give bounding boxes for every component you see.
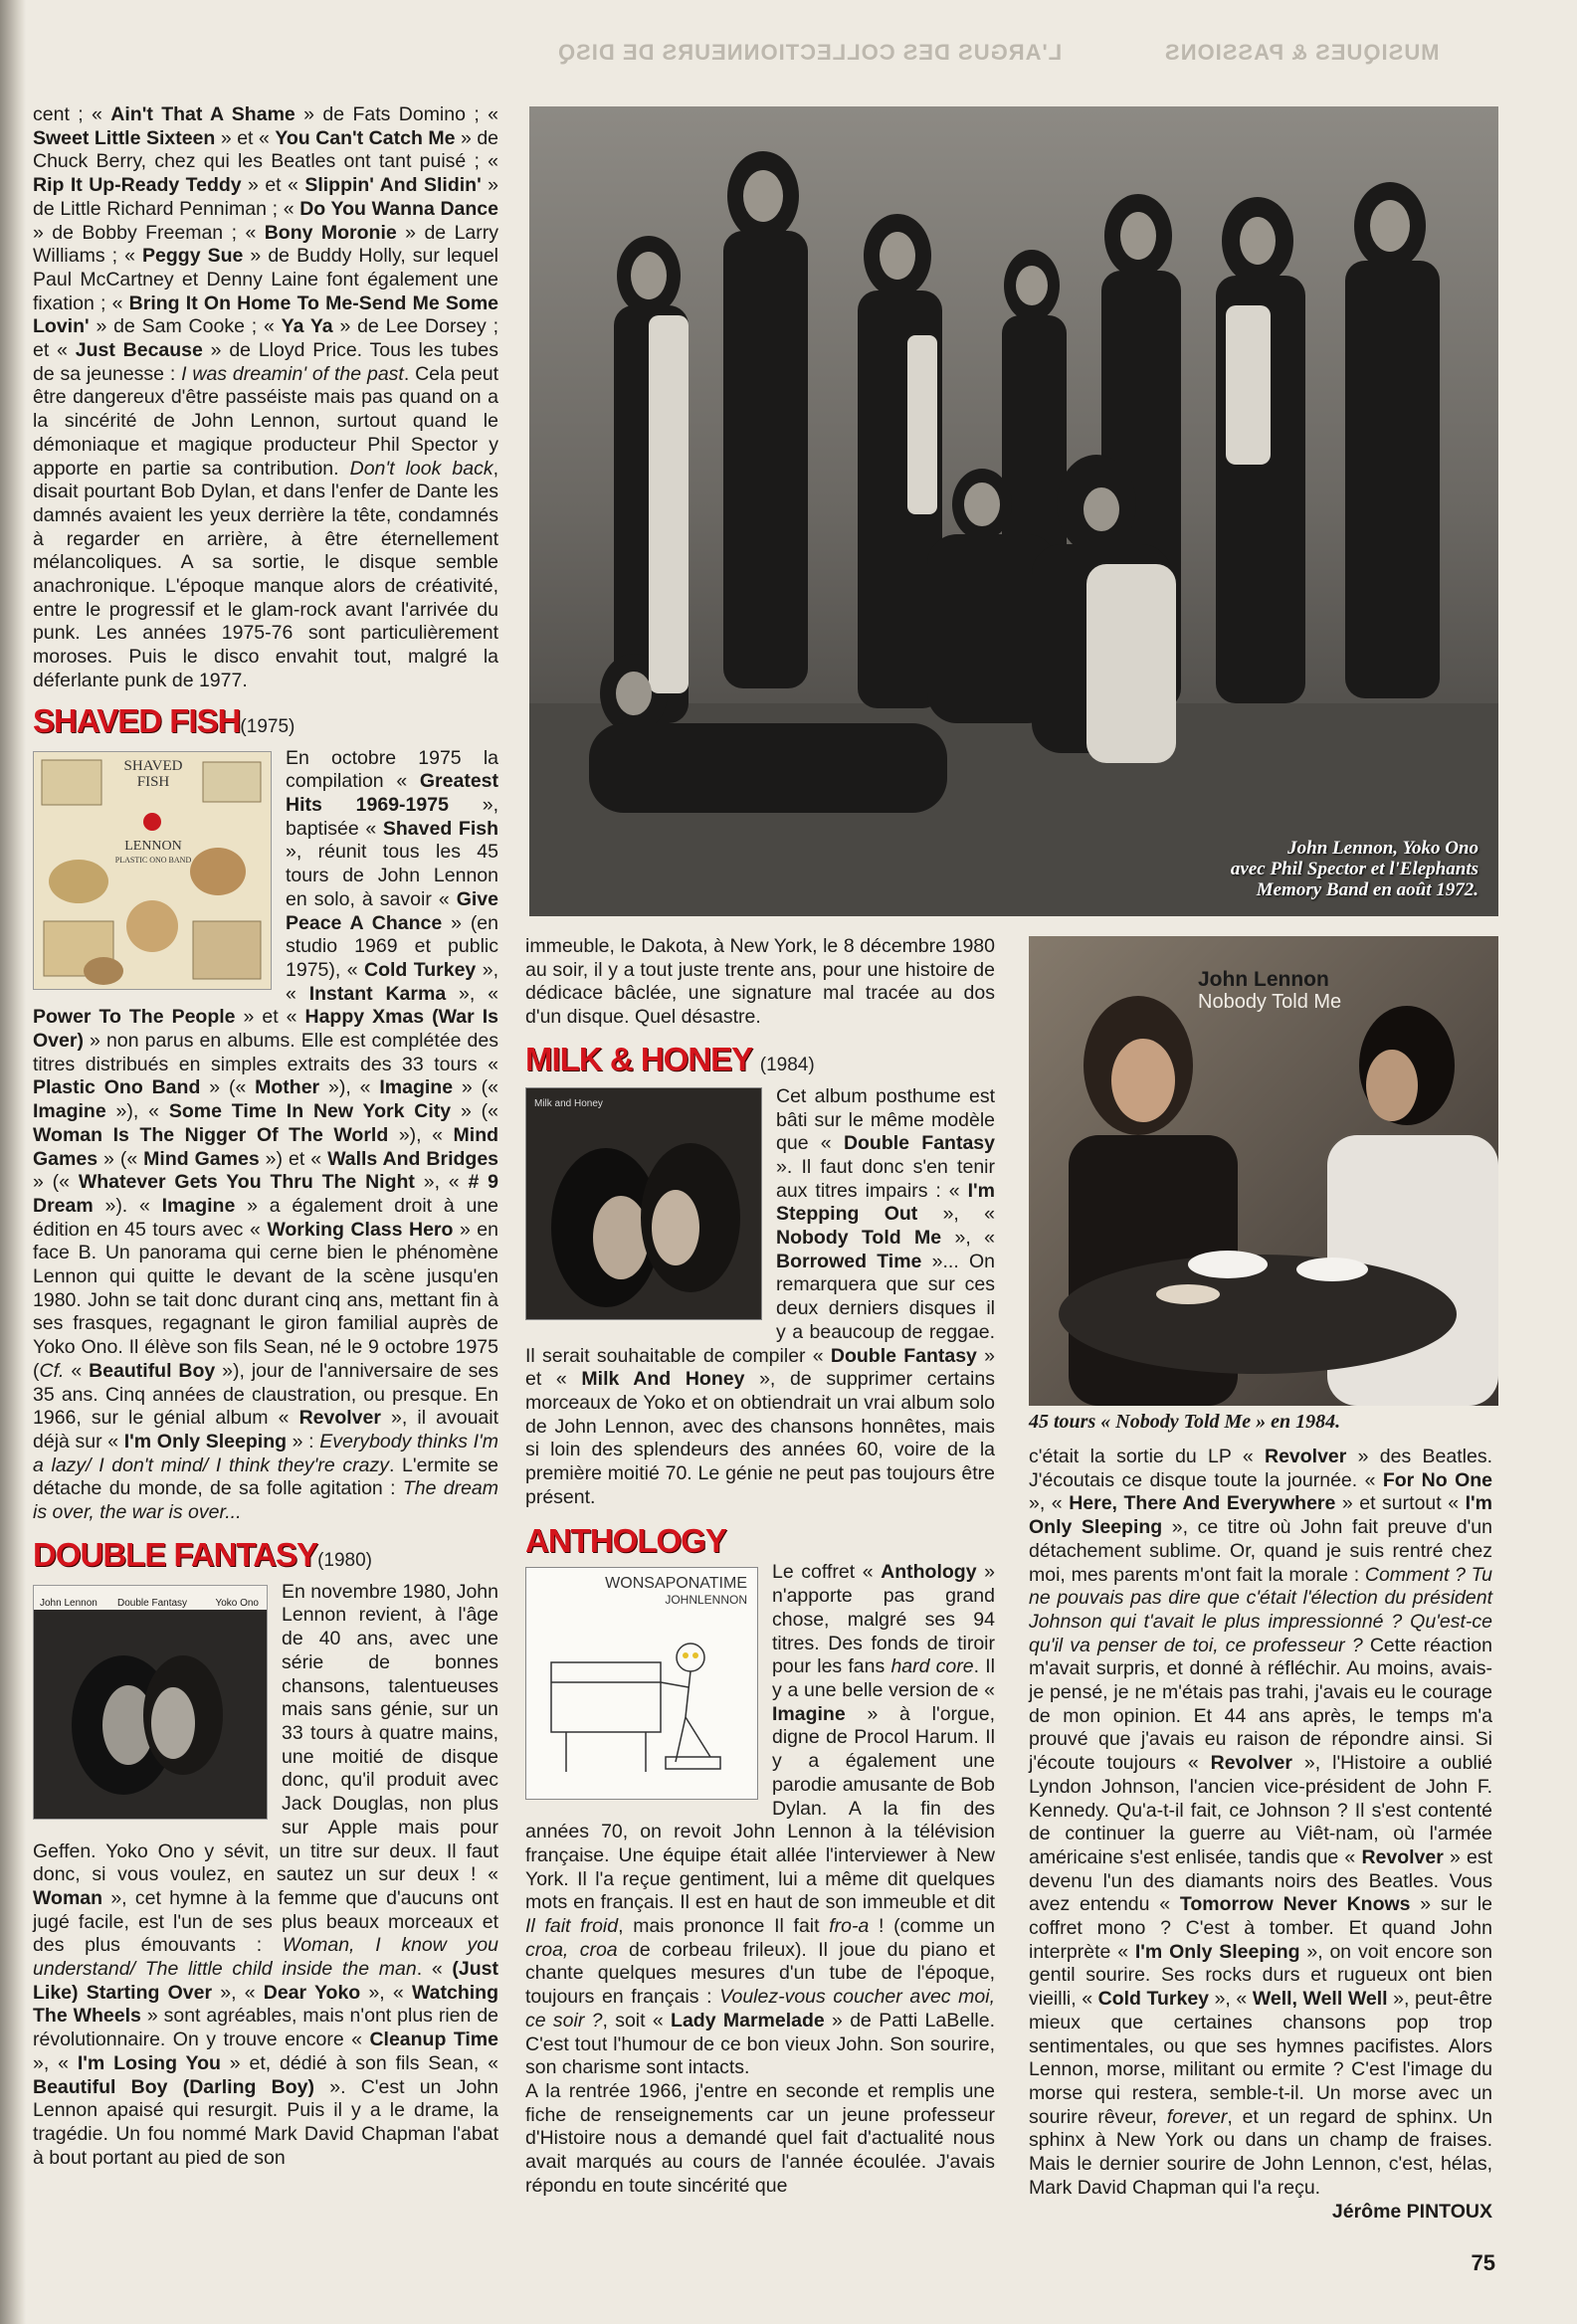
column-1 — [33, 103, 498, 2170]
shaved-fish-paragraph: En octobre 1975 la compilation « Greatest Hits 1969-1975 », baptisée « Shaved Fish », réunit tous les 45 tours de John Lennon en solo, à savoir « Give Peace A Chance » (en studio 1969 et public 1975), « Cold Turkey », « Instant Karma », « Power To The People » et « Happy Xmas (War Is Over) » non parus en albums. Elle est complétée des titres distribués en simples extraits des 33 tours « Plastic Ono Band » (« Mother »), « Imagine » (« Imagine »), « Some Time In New York City » (« Woman Is The Nigger Of The World »), « Mind Games » (« Mind Games ») et « Walls And Bridges » (« Whatever Gets You Thru The Night », « # 9 Dream »). « Imagine » a également droit à une édition en 45 tours avec « Working Class Hero » en face B. Un panorama qui cerne bien le phénomène Lennon qui quitte le devant de la scène jusqu'en 1980. John se tait donc durant cinq ans, mettant fin à ses frasques, regagnant le giron familial auprès de Yoko Ono. Il élève son fils Sean, né le 9 octobre 1975 (Cf. « Beautiful Boy »), jour de l'anniversaire de ses 35 ans. Cinq années de claustration, ou presque. En 1966, sur le génial album « Revolver », il avouait déjà sur « I'm Only Sleeping » : Everybody thinks I'm a lazy/ I don't mind/ I think they're crazy. L'ermite se détache du monde, de sa folle agitation : The dream is over, the war is over... — [33, 746, 499, 1524]
cover-artist: LENNON — [124, 838, 182, 854]
column-3-paragraph: c'était la sortie du LP « Revolver » des Beatles. J'écoutais ce disque toute la journée. « For No One », « Here, There And Everywhere » et surtout « I'm Only Sleeping », ce titre où John fait preuve d'un détachement sublime. Or, quand je suis rentré chez moi, mes parents m'ont fait la morale : Comment ? Tu ne pouvais pas dire que c'était l'élection du président Johnson qui t'avait le plus impressionné ? Qu'est-ce qu'il va penser de toi, ce professeur ? Cette réaction m'avait surpris, et donné à réfléchir. Au moins, avais-je pensé, je ne m'étais pas trahi, j'avais eu le courage de mon opinion. Et 44 ans après, le temps m'a prouvé que j'avais eu raison de répondre ainsi. Si j'écoute toujours « Revolver », l'Histoire a oublié Lyndon Johnson, l'ancien vice-président de John F. Kennedy. Qu'a-t-il fait, ce Johnson ? Il s'est contenté de continuer la guerre au Viêt-nam, où l'armée américaine s'est enlisée, tandis que « Revolver » est devenu l'un des diamants noirs des Beatles. Vous avez entendu « Tomorrow Never Knows » sur le coffret mono ? C'est à tomber. Et quand John interprète « I'm Only Sleeping », on voit encore son gentil sourire. Ses rocks durs et rugueux ont bien vieilli, « Cold Turkey », « Well, Well Well », peut-être mieux que certaines chansons pop trop sentimentales, ou que ses hymnes pacifistes. Alors Lennon, morse, militant ou ermite ? C'est l'image du morse qui restera, semble-t-il. Un morse avec un sourire rêveur, forever, et un regard de sphinx. Un sphinx à New York ou dans un champ de fraises. Mais le dernier sourire de John Lennon, c'est, hélas, Mark David Chapman qui l'a reçu. — [1029, 1446, 1493, 2199]
column-2-continuation: immeuble, le Dakota, à New York, le 8 décembre 1980 au soir, il y a tout juste trente ans, pour une histoire de dédicace bâclée, une signature mal tracée au dos d'un disque. Quel désastre. — [525, 935, 995, 1029]
page-binding-shadow — [0, 0, 26, 2324]
cover-center-text: Double Fantasy — [117, 1597, 188, 1609]
milk-honey-photo — [526, 1088, 761, 1319]
intro-paragraph: cent ; « Ain't That A Shame » de Fats Domino ; « Sweet Little Sixteen » et « You Can't Catch Me » de Chuck Berry, chez qui les Beatles ont tant puisé ; « Rip It Up-Ready Teddy » et « Slippin' And Slidin' » de Little Richard Penniman ; « Do You Wanna Dance » de Bobby Freeman ; « Bony Moronie » de Larry Williams ; « Peggy Sue » de Buddy Holly, sur lequel Paul McCartney et Denny Laine font également une fixation ; « Bring It On Home To Me-Send Me Some Lovin' » de Sam Cooke ; « Ya Ya » de Lee Dorsey ; et « Just Because » de Lloyd Price. Tous les tubes de sa jeunesse : I was dreamin' of the past. Cela peut être dangereux d'être passéiste mais pas quand on a la sincérité de John Lennon, surtout quand le démoniaque et magique producteur Phil Spector y apporte en partie sa contribution. Don't look back, disait pourtant Bob Dylan, et dans l'enfer de Dante les damnés avaient les yeux derrière la tête, condamnés à regarder en arrière, à être éternellement mélancoliques. A sa sortie, le disque semble anachronique. L'époque manque alors de créativité, entre le progressif et le glam-rock avant l'arrivée du punk. Les années 1975-76 sont particulièrement moroses. Puis le disco envahit tout, malgré la déferlante punk de 1977. — [33, 103, 499, 691]
anthology-cover-title: WONSAPONATIME — [605, 1575, 747, 1593]
anthology-paragraph-2: A la rentrée 1966, j'entre en seconde et remplis une fiche de renseignements car un jeune professeur d'Histoire nous a demandé quel fait d'actualité nous avait marqués au cours de l'année écoulée. J'avais répondu en toute sincérité que — [525, 2079, 995, 2197]
cover-title-line-1: SHAVED — [123, 757, 183, 774]
cover-left-text: John Lennon — [40, 1597, 98, 1609]
column-2 — [525, 935, 995, 2198]
group-photo-caption: John Lennon, Yoko Ono avec Phil Spector et l'Elephants Memory Band en août 1972. — [1230, 838, 1478, 900]
cover-shaved-fish — [33, 751, 272, 990]
cover-milk-honey — [525, 1087, 762, 1320]
milk-honey-paragraph: Cet album posthume est bâti sur le même modèle que « Double Fantasy ». Il faut donc s'en tenir aux titres impairs : « I'm Stepping Out », « Nobody Told Me », « Borrowed Time »... On remarquera que sur ces deux derniers disques il y a beaucoup de reggae. Il serait souhaitable de compiler « Double Fantasy » et « Milk And Honey », de supprimer certains morceaux de Yoko et on obtiendrait un vrai album solo de John Lennon, avec des chansons honnêtes, mais si loin des splendeurs des années 60, voire de la première moitié 70. Le génie ne peut pas toujours être présent. — [525, 1084, 995, 1508]
cover-anthology — [525, 1567, 758, 1800]
column-3 — [1029, 1446, 1492, 2224]
nobody-told-me-caption: 45 tours « Nobody Told Me » en 1984. — [1029, 1411, 1341, 1433]
group-photo — [529, 106, 1498, 916]
cover-subtitle: PLASTIC ONO BAND — [114, 855, 192, 865]
heading-double-fantasy: DOUBLE FANTASY(1980) — [33, 1535, 372, 1573]
heading-anthology: ANTHOLOGY — [525, 1522, 726, 1560]
ntm-cover-artist: John Lennon — [1198, 968, 1329, 991]
heading-milk-honey: MILK & HONEY (1984) — [525, 1040, 815, 1077]
anthology-paragraph: Le coffret « Anthology » n'apporte pas grand chose, malgré ses 94 titres. Des fonds de tiroir pour les fans hard core. Il y a une belle version de « Imagine » à l'orgue, digne de Procol Harum. Il y a également une parodie amusante de Bob Dylan. A la fin des années 70, on revoit John Lennon à la télévision française. Une équipe était allée l'interviewer à New York. Il l'a reçue gentiment, lui a même dit quelques mots en français. Il est en haut de son immeuble et dit Il fait froid, mais prononce Il fait fro-a ! (comme un croa, croa de corbeau frileux). Il joue du piano et chante quelques mesures d'un tube de l'époque, toujours en français : Voulez-vous coucher avec moi, ce soir ?, soit « Lady Marmelade » de Patti LaBelle. C'est tout l'humour de ce bon vieux John. Son sourire, son charisme sont intacts. — [525, 1561, 996, 2079]
cover-title-line-2: FISH — [136, 773, 170, 790]
mirrored-header-right: MUSIQUES & PASSIONS — [1164, 40, 1440, 65]
anthology-cover-artist: JOHNLENNON — [665, 1593, 747, 1608]
cover-right-text: Yoko Ono — [215, 1597, 259, 1609]
mirrored-header-left: L'ARGUS DES COLLECTIONNEURS DE DISQ — [557, 40, 1063, 65]
heading-shaved-fish: SHAVED FISH(1975) — [33, 701, 296, 739]
double-fantasy-photo — [34, 1586, 267, 1819]
cover-double-fantasy — [33, 1585, 268, 1820]
page-number: 75 — [1471, 2250, 1495, 2275]
ntm-cover-title: Nobody Told Me — [1198, 991, 1342, 1013]
double-fantasy-paragraph: En novembre 1980, John Lennon revient, à l'âge de 40 ans, avec une série de bonnes chansons, talentueuses mais sans génie, sur un 33 tours à quatre mains, une moitié de disque donc, qu'il produit avec Jack Douglas, non plus sur Apple mais pour Geffen. Yoko Ono y sévit, un titre sur deux. Il faut donc, si vous voulez, en sautez un sur deux ! « Woman », cet hymne à la femme que d'aucuns ont jugé facile, est l'un de ses plus beaux morceaux et des plus émouvants : Woman, I know you understand/ The little child inside the man. « (Just Like) Starting Over », « Dear Yoko », « Watching The Wheels » sont agréables, mais n'ont plus rien de révolutionnaire. On y trouve encore « Cleanup Time », « I'm Losing You » et, dédié à son fils Sean, « Beautiful Boy (Darling Boy) ». C'est un John Lennon apaisé qui resurgit. Puis il y a le drame, la tragédie. Un fou nommé Mark David Chapman l'abat à bout portant au pied de son — [33, 1580, 499, 2169]
group-photo-image — [529, 106, 1498, 916]
author-signature: Jérôme PINTOUX — [1331, 2200, 1492, 2223]
milk-honey-cover-text: Milk and Honey — [534, 1097, 603, 1109]
nobody-told-me-cover — [1029, 936, 1498, 1406]
